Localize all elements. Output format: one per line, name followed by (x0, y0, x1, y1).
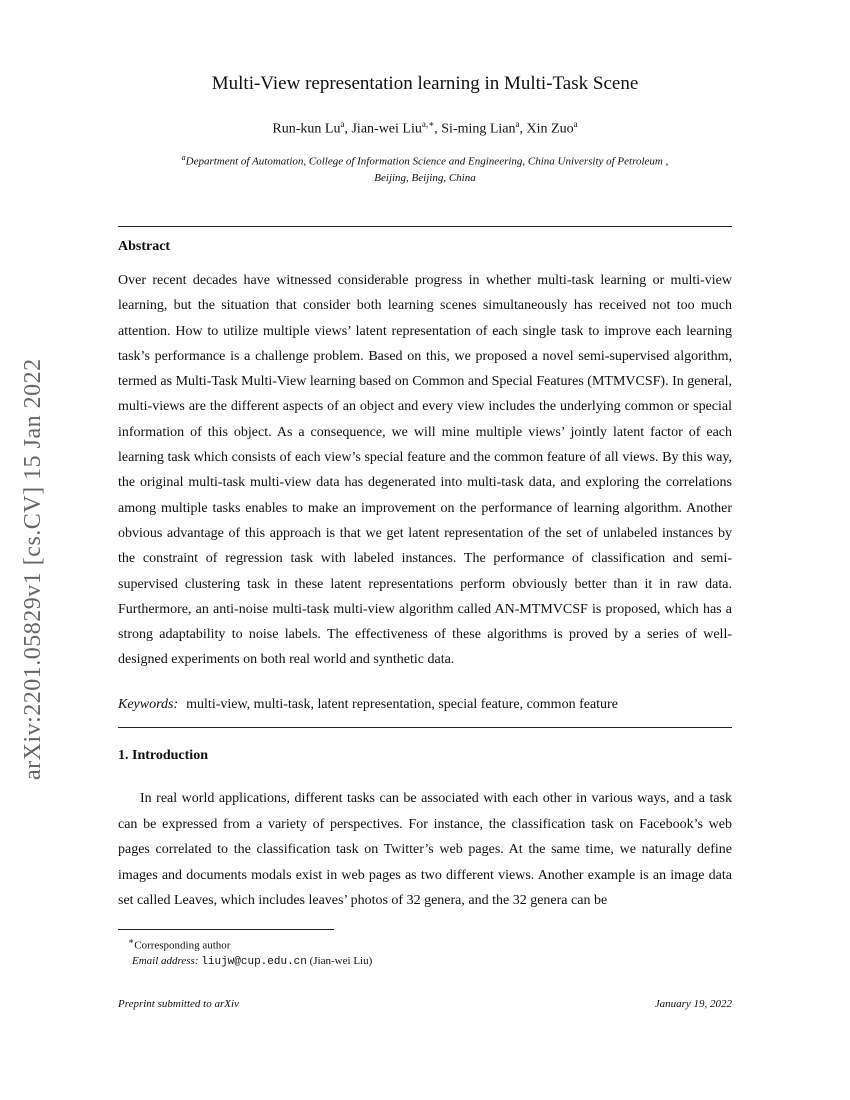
affiliation-mark: a (181, 153, 186, 162)
keywords (118, 697, 732, 713)
keywords-label: Keywords: (118, 697, 179, 712)
author-name: Si-ming Lian (441, 121, 516, 137)
affiliation-line-1: Department of Automation, College of Information Science and Engineering, China University of Petroleum , (185, 155, 669, 168)
affiliation (110, 150, 740, 186)
footer-date: January 19, 2022 (654, 998, 732, 1010)
author-mark: a (573, 119, 578, 129)
footnote-line-1: Corresponding author (134, 939, 231, 952)
abstract-text: Over recent decades have witnessed considerable progress in whether multi-task learning or multi-view learning, but the situation that consider both learning scenes simultaneously has received not too much attention. How to utilize multiple views’ latent representation of each single task to improve each learning task’s performance is a challenge problem. Based on this, we proposed a novel semi-supervised algorithm, termed as Multi-Task Multi-View learning based on Common and Special Features (MTMVCSF). In general, multi-views are the different aspects of an object and every view includes the underlying common or special information of this object. As a consequence, we will mine multiple views’ jointly latent factor of each learning task which consists of each view’s special feature and the common feature of all views. By this way, the original multi-task multi-view data has degenerated into multi-task data, and exploring the correlations among multiple tasks enables to make an improvement on the performance of learning algorithm. Another obvious advantage of this approach is that we get latent representation of the set of unlabeled instances by the constraint of regression task with labeled instances. The performance of classification and semi-supervised clustering task in these latent representations perform obviously better than it in raw data. Furthermore, an anti-noise multi-task multi-view algorithm called AN-MTMVCSF is proposed, which has a strong adaptability to noise labels. The effectiveness of these algorithms is proved by a series of well-designed experiments on both real world and synthetic data. (118, 273, 732, 668)
email-label: Email address: (132, 954, 199, 967)
bottom-divider (118, 727, 732, 728)
footnote (128, 934, 372, 970)
footnote-divider (118, 929, 334, 930)
footnote-mark: ∗ (128, 936, 135, 946)
author-mark: a,∗ (421, 119, 435, 129)
author-mark: a (340, 119, 345, 129)
affiliation-line-2: Beijing, Beijing, China (374, 171, 476, 184)
introduction-text: In real world applications, different tasks can be associated with each other in various ways, and a task can be expressed from a variety of perspectives. For instance, the classification task on Facebook’s web pages correlated to the classification task on Twitter’s web pages. At the same time, we naturally define images and documents modals exist in web pages as two different views. Another example is an image data set called Leaves, which includes leaves’ photos of 32 genera, and the 32 genera can be (118, 791, 732, 908)
footer-preprint: Preprint submitted to arXiv (118, 998, 239, 1010)
introduction-body (118, 786, 732, 914)
abstract-heading: Abstract (118, 239, 171, 254)
author-mark: a (515, 119, 520, 129)
author-name: Xin Zuo (526, 121, 574, 137)
paper-title: Multi-View representation learning in Multi-Task Scene (211, 73, 639, 94)
arxiv-identifier: arXiv:2201.05829v1 [cs.CV] 15 Jan 2022 (20, 358, 46, 780)
keywords-text: multi-view, multi-task, latent representation, special feature, common feature (186, 697, 618, 712)
introduction-heading: 1. Introduction (118, 748, 208, 763)
email-address: liujw@cup.edu.cn (201, 955, 307, 968)
author-name: Run-kun Lu (272, 121, 341, 137)
author-list: Run-kun Lu$^a$, Jian-wei Liu$^{a,∗}$, Si-ming Lian$^a$, Xin Zuo$^a$ (272, 119, 578, 137)
top-divider (118, 226, 732, 227)
abstract-body (118, 268, 732, 673)
author-name: Jian-wei Liu (351, 121, 422, 137)
email-owner: (Jian-wei Liu) (309, 954, 373, 967)
